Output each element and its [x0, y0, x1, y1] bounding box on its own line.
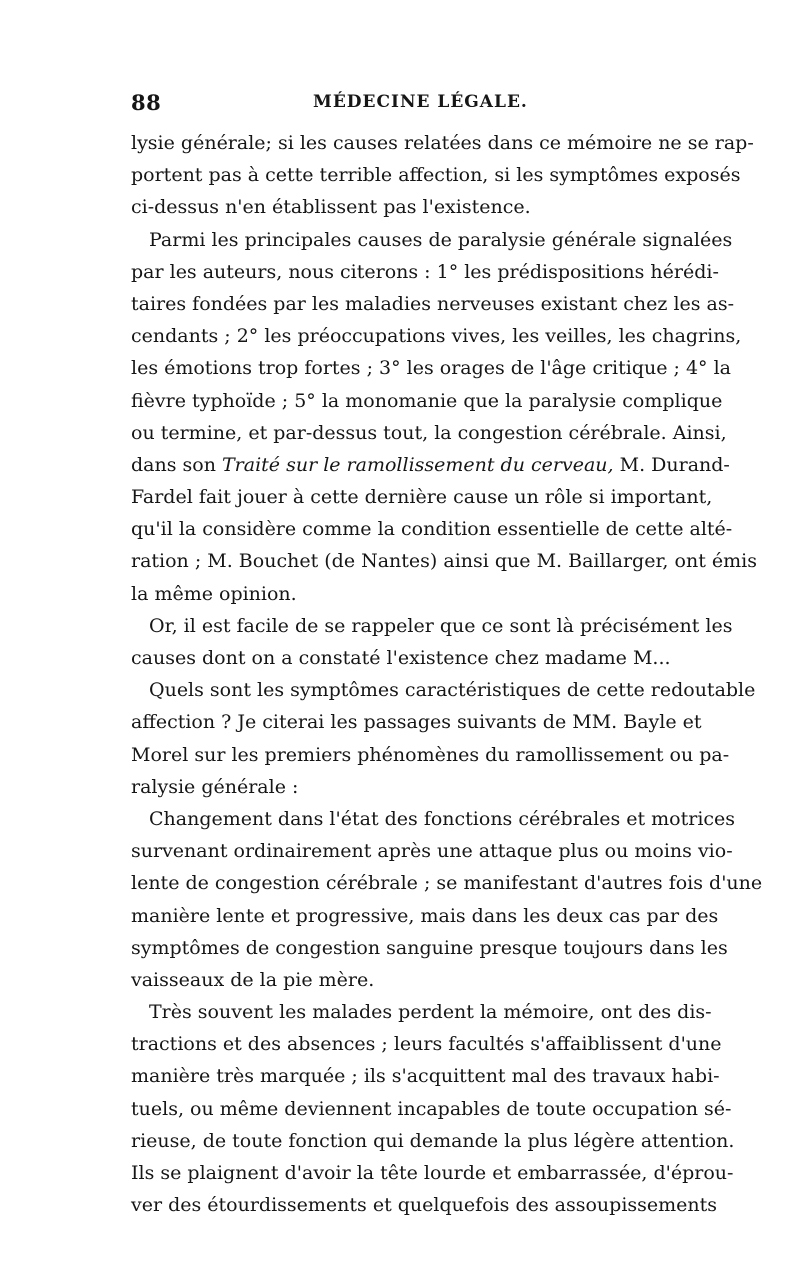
text-line: Très souvent les malades perdent la mémoire, ont des dis-	[149, 1001, 712, 1024]
text-line: causes dont on a constaté l'existence chez madame M...	[131, 647, 671, 669]
text-line: symptômes de congestion sanguine presque toujours dans les	[131, 936, 728, 959]
running-title: MÉDECINE LÉGALE.	[313, 92, 528, 112]
text-line: Changement dans l'état des fonctions cérébrales et motrices	[149, 807, 736, 830]
body-text	[131, 127, 763, 1221]
text-line: Quels sont les symptômes caractéristiques de cette redoutable	[149, 679, 756, 702]
text-line: vaisseaux de la pie mère.	[131, 968, 375, 991]
text-line: manière très marquée ; ils s'acquittent mal des travaux habi-	[131, 1065, 720, 1088]
book-title-italic: Traité sur le ramollissement du cerveau,	[222, 453, 614, 476]
text-line: ci-dessus n'en établissent pas l'existence.	[131, 196, 531, 219]
text-line-start: dans son	[131, 453, 216, 476]
text-line: qu'il la considère comme la condition essentielle de cette alté-	[131, 518, 733, 541]
text-line: cendants ; 2° les préoccupations vives, les veilles, les chagrins,	[131, 325, 742, 348]
text-line: Or, il est facile de se rappeler que ce sont là précisément les	[149, 614, 733, 637]
text-line: Morel sur les premiers phénomènes du ramollissement ou pa-	[131, 743, 730, 766]
text-line-end: M. Durand-	[619, 453, 730, 476]
page-number: 88	[131, 90, 162, 115]
text-line: lente de congestion cérébrale ; se manifestant d'autres fois d'une	[131, 872, 763, 895]
text-line: Parmi les principales causes de paralysie générale signalées	[149, 228, 733, 251]
text-line: survenant ordinairement après une attaque plus ou moins vio-	[131, 840, 733, 863]
text-line: portent pas à cette terrible affection, si les symptômes exposés	[131, 164, 741, 187]
text-line: ou termine, et par-dessus tout, la congestion cérébrale. Ainsi,	[131, 421, 727, 444]
text-line: rieuse, de toute fonction qui demande la plus légère attention.	[131, 1129, 735, 1152]
text-line: tractions et des absences ; leurs facultés s'affaiblissent d'une	[131, 1033, 722, 1056]
text-line: lysie générale; si les causes relatées dans ce mémoire ne se rap-	[131, 132, 754, 154]
text-line: ver des étourdissements et quelquefois des assoupissements	[131, 1194, 718, 1217]
text-line: fièvre typhoïde ; 5° la monomanie que la paralysie complique	[131, 389, 723, 412]
text-line	[131, 449, 730, 481]
text-line: ralysie générale :	[131, 775, 299, 798]
page-header	[131, 90, 671, 120]
text-line: manière lente et progressive, mais dans les deux cas par des	[131, 904, 719, 927]
text-line: Fardel fait jouer à cette dernière cause un rôle si important,	[131, 486, 713, 509]
text-line: affection ? Je citerai les passages suivants de MM. Bayle et	[131, 711, 702, 734]
text-line: tuels, ou même deviennent incapables de toute occupation sé-	[131, 1097, 732, 1120]
text-line: ration ; M. Bouchet (de Nantes) ainsi que M. Baillarger, ont émis	[131, 550, 757, 573]
text-line: la même opinion.	[131, 582, 297, 605]
text-line: les émotions trop fortes ; 3° les orages de l'âge critique ; 4° la	[131, 357, 731, 380]
text-line: par les auteurs, nous citerons : 1° les prédispositions hérédi-	[131, 260, 719, 283]
text-line: taires fondées par les maladies nerveuses existant chez les as-	[131, 292, 735, 315]
text-line: Ils se plaignent d'avoir la tête lourde et embarrassée, d'éprou-	[131, 1162, 734, 1184]
